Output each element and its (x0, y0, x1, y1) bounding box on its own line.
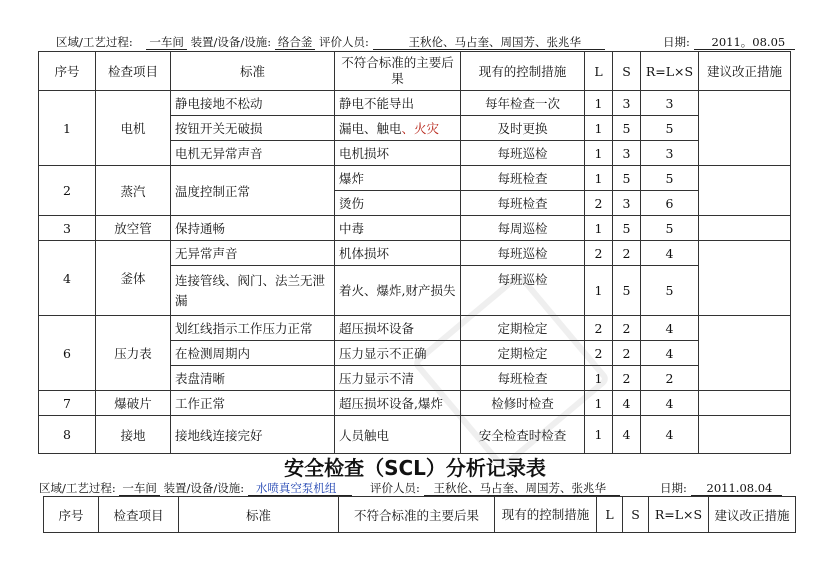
col-control: 现有的控制措施 (461, 52, 585, 91)
header2-date (660, 481, 782, 496)
col-control: 现有的控制措施 (495, 497, 597, 533)
cell-standard: 温度控制正常 (171, 166, 335, 216)
table-row (39, 241, 791, 266)
col-r: R=L×S (641, 52, 699, 91)
cell-control: 每班检查 (461, 166, 585, 191)
cell-suggest (699, 391, 791, 416)
cell-control: 每年检查一次 (461, 91, 585, 116)
cell-consequence: 烫伤 (335, 191, 461, 216)
workshop-value: 一车间 (119, 481, 160, 496)
date-label: 日期: (663, 35, 690, 49)
cell-s: 4 (613, 416, 641, 454)
date-value: 2011.08.04 (691, 481, 783, 496)
cell-standard: 工作正常 (171, 391, 335, 416)
cell-r: 4 (641, 241, 699, 266)
table-row (39, 216, 791, 241)
col-no: 序号 (44, 497, 99, 533)
cell-item: 压力表 (96, 316, 171, 391)
cell-s: 4 (613, 391, 641, 416)
workshop-value: 一车间 (146, 35, 187, 50)
cell-l: 1 (585, 266, 613, 316)
cell-s: 3 (613, 91, 641, 116)
device-label: 装置/设备/设施: (163, 481, 245, 495)
header-row (44, 497, 796, 533)
cell-s: 2 (613, 341, 641, 366)
cell-consequence: 压力显示不清 (335, 366, 461, 391)
cell-consequence: 压力显示不正确 (335, 341, 461, 366)
cell-r: 2 (641, 366, 699, 391)
col-r: R=L×S (649, 497, 709, 533)
cell-control: 每班巡检 (461, 266, 585, 316)
cell-s: 2 (613, 316, 641, 341)
header2 (39, 481, 620, 496)
header1-date (663, 35, 795, 50)
table-row (39, 316, 791, 341)
cell-r: 3 (641, 141, 699, 166)
col-l: L (597, 497, 623, 533)
table-row (39, 91, 791, 116)
cell-standard: 接地线连接完好 (171, 416, 335, 454)
cell-suggest (699, 316, 791, 391)
table-row (39, 416, 791, 454)
cell-consequence: 静电不能导出 (335, 91, 461, 116)
evaluators-value: 王秋伦、马占奎、周国芳、张兆华 (424, 481, 621, 496)
cell-r: 5 (641, 266, 699, 316)
cell-standard: 无异常声音 (171, 241, 335, 266)
cell-no: 8 (39, 416, 96, 454)
cell-standard: 表盘清晰 (171, 366, 335, 391)
col-item: 检查项目 (96, 52, 171, 91)
cell-control: 每班巡检 (461, 141, 585, 166)
cell-consequence: 超压损坏设备 (335, 316, 461, 341)
table-row (39, 391, 791, 416)
header1 (56, 35, 605, 50)
cell-control: 及时更换 (461, 116, 585, 141)
cell-suggest (699, 216, 791, 241)
cell-s: 5 (613, 166, 641, 191)
device-label: 装置/设备/设施: (190, 35, 272, 49)
cell-consequence: 着火、爆炸,财产损失 (335, 266, 461, 316)
cell-control: 每周巡检 (461, 216, 585, 241)
cell-consequence (335, 116, 461, 141)
col-standard: 标准 (179, 497, 339, 533)
cell-standard: 划红线指示工作压力正常 (171, 316, 335, 341)
date-label: 日期: (660, 481, 687, 495)
cell-consequence: 爆炸 (335, 166, 461, 191)
cell-no: 6 (39, 316, 96, 391)
cell-r: 5 (641, 216, 699, 241)
cell-consequence: 人员触电 (335, 416, 461, 454)
scl-table-2 (43, 496, 796, 533)
cell-l: 2 (585, 241, 613, 266)
col-consequence: 不符合标准的主要后果 (335, 52, 461, 91)
cell-r: 4 (641, 416, 699, 454)
device-link[interactable]: 水喷真空泵机组 (248, 481, 353, 496)
evaluator-label: 评价人员: (319, 35, 369, 49)
cell-l: 1 (585, 366, 613, 391)
cell-control: 安全检查时检查 (461, 416, 585, 454)
cell-l: 1 (585, 141, 613, 166)
col-s: S (613, 52, 641, 91)
col-standard: 标准 (171, 52, 335, 91)
date-value: 2011。08.05 (694, 35, 796, 50)
cell-consequence: 机体损坏 (335, 241, 461, 266)
cell-no: 4 (39, 241, 96, 316)
cell-standard: 静电接地不松动 (171, 91, 335, 116)
cell-standard: 连接管线、阀门、法兰无泄漏 (171, 266, 335, 316)
section-title: 安全检查（SCL）分析记录表 (284, 456, 546, 480)
scl-table-1 (38, 51, 791, 454)
cell-s: 5 (613, 216, 641, 241)
cell-control: 每班巡检 (461, 241, 585, 266)
cell-consequence: 中毒 (335, 216, 461, 241)
cell-l: 2 (585, 341, 613, 366)
col-suggest: 建议改正措施 (699, 52, 791, 91)
cell-l: 1 (585, 216, 613, 241)
cell-item: 接地 (96, 416, 171, 454)
area-label: 区域/工艺过程: (39, 481, 116, 495)
cell-suggest (699, 91, 791, 166)
cell-consequence: 超压损坏设备,爆炸 (335, 391, 461, 416)
cell-no: 2 (39, 166, 96, 216)
col-suggest: 建议改正措施 (709, 497, 796, 533)
device-value: 络合釜 (275, 35, 316, 50)
evaluator-label: 评价人员: (370, 481, 420, 495)
consequence-part-a: 漏电、触电 (339, 121, 402, 136)
cell-no: 1 (39, 91, 96, 166)
cell-control: 每班检查 (461, 366, 585, 391)
cell-no: 3 (39, 216, 96, 241)
cell-l: 1 (585, 116, 613, 141)
cell-standard: 电机无异常声音 (171, 141, 335, 166)
cell-control: 检修时检查 (461, 391, 585, 416)
cell-r: 6 (641, 191, 699, 216)
cell-r: 5 (641, 166, 699, 191)
cell-suggest (699, 166, 791, 216)
cell-l: 1 (585, 391, 613, 416)
col-consequence: 不符合标准的主要后果 (339, 497, 495, 533)
table-row (39, 166, 791, 191)
cell-r: 4 (641, 341, 699, 366)
cell-item: 爆破片 (96, 391, 171, 416)
cell-standard: 在检测周期内 (171, 341, 335, 366)
cell-s: 5 (613, 116, 641, 141)
cell-l: 2 (585, 316, 613, 341)
cell-control: 每班检查 (461, 191, 585, 216)
cell-l: 1 (585, 416, 613, 454)
cell-control: 定期检定 (461, 316, 585, 341)
col-l: L (585, 52, 613, 91)
col-no: 序号 (39, 52, 96, 91)
cell-suggest (699, 241, 791, 316)
cell-standard: 保持通畅 (171, 216, 335, 241)
cell-s: 3 (613, 191, 641, 216)
cell-item: 釜体 (96, 241, 171, 316)
cell-item: 蒸汽 (96, 166, 171, 216)
cell-l: 1 (585, 91, 613, 116)
col-s: S (623, 497, 649, 533)
cell-control: 定期检定 (461, 341, 585, 366)
header-row (39, 52, 791, 91)
cell-r: 5 (641, 116, 699, 141)
cell-consequence: 电机损坏 (335, 141, 461, 166)
cell-s: 2 (613, 241, 641, 266)
cell-l: 2 (585, 191, 613, 216)
cell-item: 电机 (96, 91, 171, 166)
cell-s: 3 (613, 141, 641, 166)
col-item: 检查项目 (99, 497, 179, 533)
cell-no: 7 (39, 391, 96, 416)
cell-s: 5 (613, 266, 641, 316)
cell-standard: 按钮开关无破损 (171, 116, 335, 141)
cell-suggest (699, 416, 791, 454)
cell-r: 4 (641, 391, 699, 416)
consequence-part-b: 、火灾 (401, 121, 440, 136)
area-label: 区域/工艺过程: (56, 35, 133, 49)
cell-l: 1 (585, 166, 613, 191)
evaluators-value: 王秋伦、马占奎、周国芳、张兆华 (373, 35, 606, 50)
cell-r: 3 (641, 91, 699, 116)
cell-r: 4 (641, 316, 699, 341)
cell-s: 2 (613, 366, 641, 391)
cell-item: 放空管 (96, 216, 171, 241)
